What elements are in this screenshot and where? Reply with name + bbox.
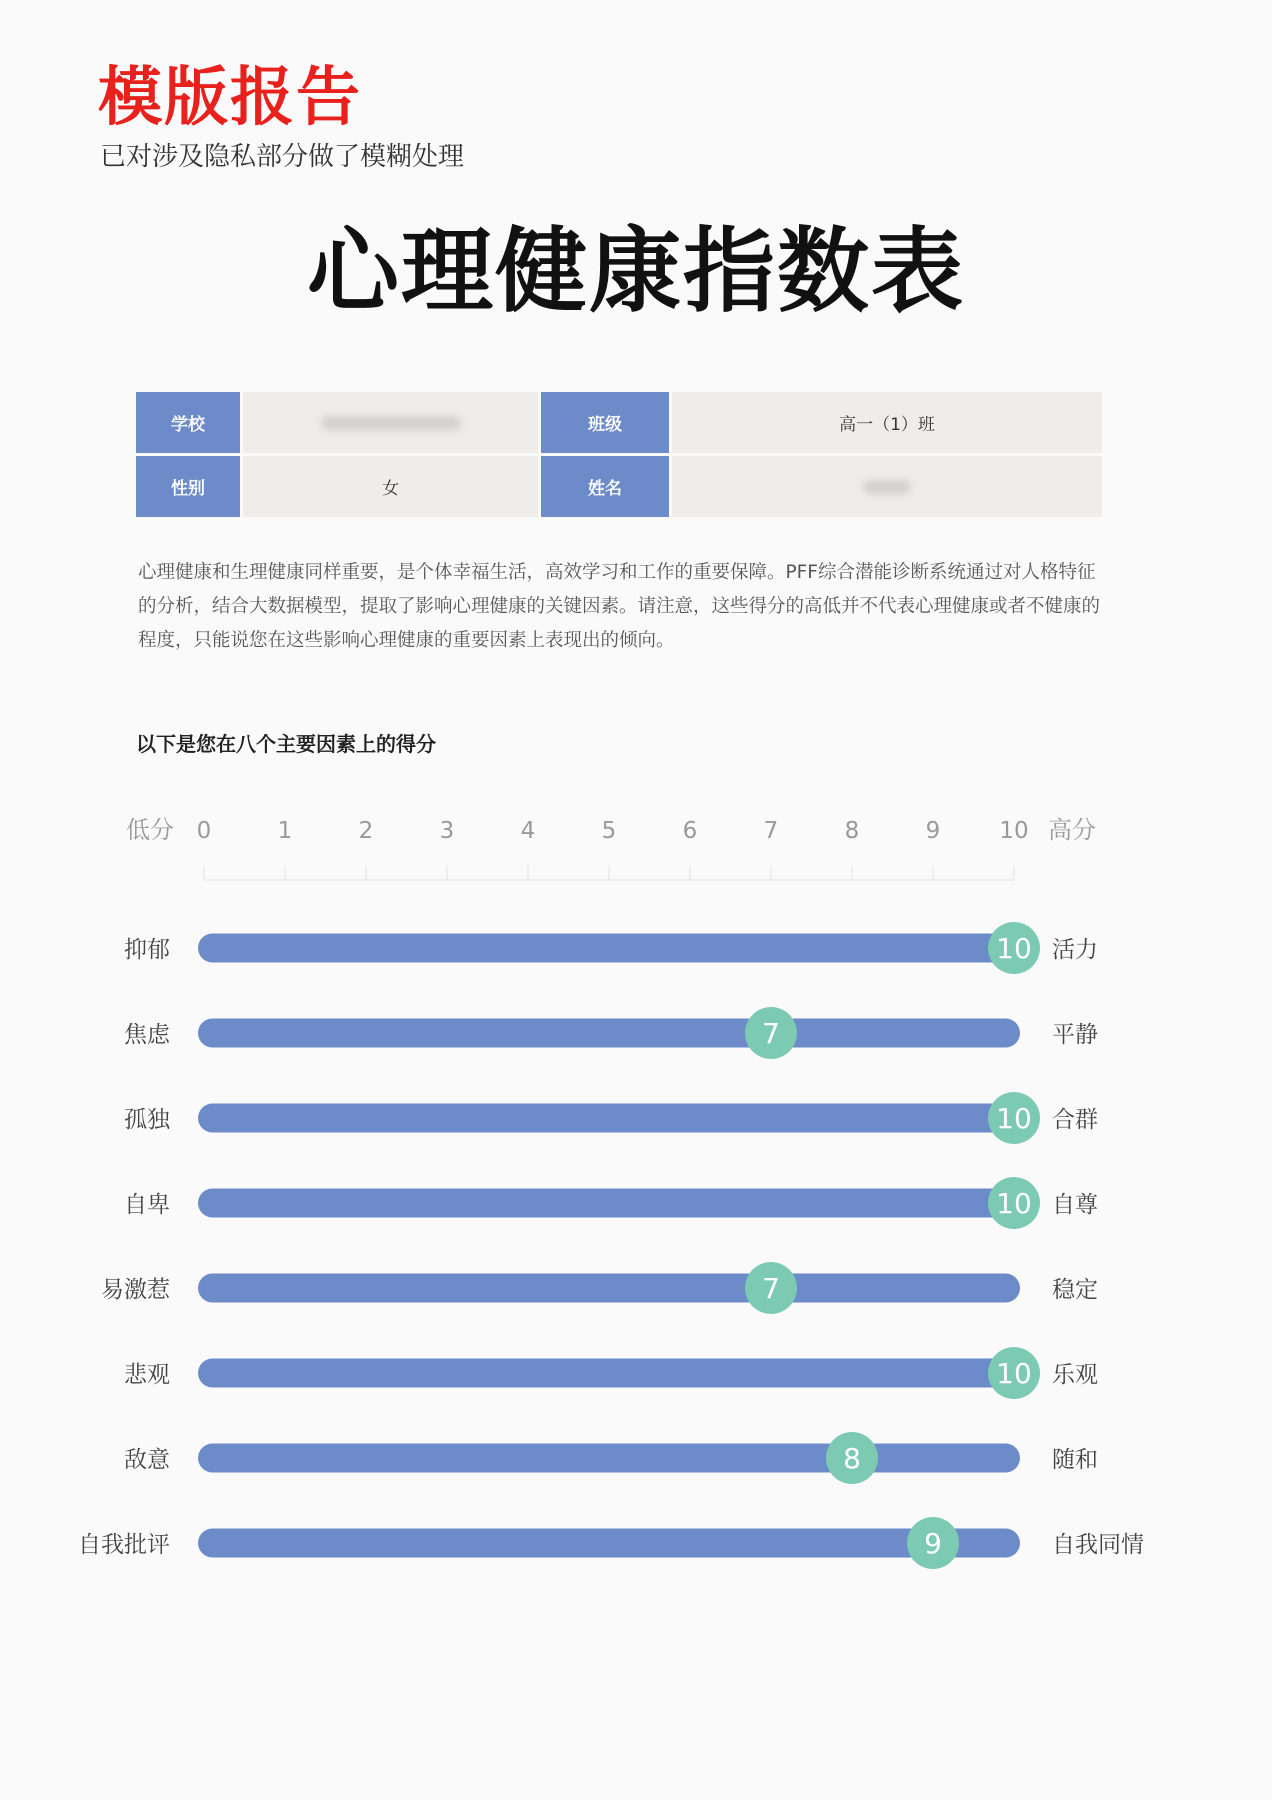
report-title: 心理健康指数表 (306, 218, 965, 325)
score-bar (198, 1529, 1020, 1558)
score-value-label: 10 (996, 1357, 1032, 1390)
row-low-label: 自我批评 (78, 1532, 170, 1558)
row-low-label: 敌意 (124, 1447, 170, 1473)
watermark-title: 模版报告 (98, 61, 362, 135)
class-label: 班级 (541, 392, 669, 453)
info-row (136, 456, 1102, 517)
scale-tick-label: 4 (520, 818, 536, 844)
scale-tick-label: 10 (999, 818, 1029, 844)
score-bar (198, 1104, 1020, 1133)
scale-tick-label: 6 (682, 818, 698, 844)
scale-tick-label: 0 (196, 818, 212, 844)
school-label: 学校 (136, 392, 240, 453)
row-low-label: 易激惹 (101, 1277, 170, 1303)
intro-paragraph: 心理健康和生理健康同样重要，是个体幸福生活，高效学习和工作的重要保障。PFF综合潜能诊断系统通过对人格特征的分析，结合大数据模型，提取了影响心理健康的关键因素。请注意，这些得分的高低并不代表心理健康或者不健康的程度，只能说您在这些影响心理健康的重要因素上表现出的倾向。 (138, 562, 1101, 651)
scale-high-label: 高分 (1048, 816, 1096, 844)
name-label: 姓名 (541, 456, 669, 517)
scale-tick-label: 3 (439, 818, 455, 844)
info-row (136, 392, 1102, 453)
info-table (136, 392, 1102, 520)
score-value-label: 10 (996, 932, 1032, 965)
scale-tick-label: 9 (925, 818, 941, 844)
score-value-label: 8 (843, 1442, 861, 1475)
row-low-label: 孤独 (124, 1107, 170, 1133)
score-bar (198, 1444, 1020, 1473)
gender-label: 性别 (136, 456, 240, 517)
blurred-name-value (863, 480, 911, 494)
score-bar (198, 1274, 1020, 1303)
section-heading: 以下是您在八个主要因素上的得分 (136, 732, 436, 756)
watermark-subtitle: 已对涉及隐私部分做了模糊处理 (100, 142, 465, 172)
row-high-label: 随和 (1052, 1447, 1098, 1473)
score-bar (198, 934, 1020, 963)
score-value-label: 7 (762, 1017, 780, 1050)
score-bar (198, 1019, 1020, 1048)
row-high-label: 活力 (1052, 937, 1098, 963)
scale-tick-label: 8 (844, 818, 860, 844)
gender-value: 女 (243, 456, 538, 517)
blurred-school-value (321, 416, 461, 430)
row-high-label: 平静 (1052, 1022, 1098, 1048)
score-value-label: 9 (924, 1527, 942, 1560)
scale-tick-label: 5 (601, 818, 617, 844)
scale-tick-label: 7 (763, 818, 779, 844)
row-high-label: 自我同情 (1052, 1532, 1144, 1558)
row-high-label: 自尊 (1052, 1192, 1098, 1218)
score-chart (0, 800, 1272, 1600)
row-low-label: 自卑 (124, 1192, 170, 1218)
school-value (243, 392, 538, 453)
scale-low-label: 低分 (126, 816, 174, 844)
class-value: 高一（1）班 (672, 392, 1102, 453)
row-low-label: 焦虑 (124, 1022, 170, 1048)
scale-tick-label: 1 (277, 818, 293, 844)
score-bar (198, 1359, 1020, 1388)
row-low-label: 抑郁 (124, 937, 170, 963)
name-value (672, 456, 1102, 517)
score-bar (198, 1189, 1020, 1218)
row-low-label: 悲观 (124, 1362, 170, 1388)
score-value-label: 7 (762, 1272, 780, 1305)
row-high-label: 稳定 (1052, 1277, 1098, 1303)
row-high-label: 乐观 (1052, 1362, 1098, 1388)
score-value-label: 10 (996, 1102, 1032, 1135)
scale-tick-label: 2 (358, 818, 374, 844)
score-value-label: 10 (996, 1187, 1032, 1220)
row-high-label: 合群 (1052, 1107, 1098, 1133)
